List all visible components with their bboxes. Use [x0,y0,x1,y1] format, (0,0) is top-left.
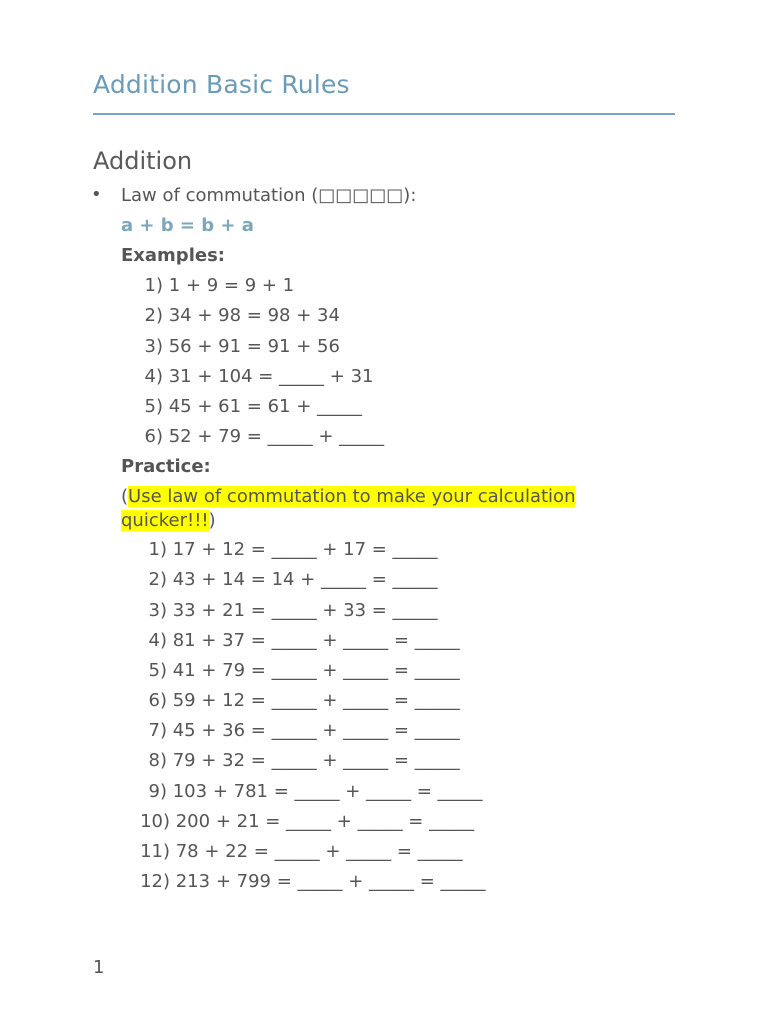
example-number: 1) [144,275,163,296]
page-number: 1 [93,957,105,978]
example-item [121,304,340,328]
practice-item [121,689,460,713]
example-item [121,335,340,359]
practice-item [121,659,460,683]
title-underline [93,113,675,115]
practice-number: 9) [148,781,167,802]
practice-item [121,810,474,834]
practice-number: 12) [140,871,170,892]
practice-number: 8) [148,750,167,771]
practice-text: 45 + 36 = _____ + _____ = _____ [172,720,460,741]
practice-note [121,485,641,533]
practice-note-highlight: Use law of commutation to make your calculation quicker!!! [121,486,576,531]
practice-item [121,870,486,894]
practice-item [121,719,460,743]
examples-label: Examples: [121,245,225,266]
commutation-formula: a + b = b + a [121,215,254,236]
practice-number: 6) [148,690,167,711]
practice-item [121,629,460,653]
example-item [121,365,373,389]
practice-note-open: ( [121,486,129,507]
example-text: 56 + 91 = 91 + 56 [168,336,340,357]
practice-number: 2) [148,569,167,590]
practice-item [121,840,463,864]
practice-item [121,780,483,804]
practice-text: 17 + 12 = _____ + 17 = _____ [172,539,438,560]
practice-text: 78 + 22 = _____ + _____ = _____ [175,841,463,862]
practice-text: 59 + 12 = _____ + _____ = _____ [172,690,460,711]
practice-text: 41 + 79 = _____ + _____ = _____ [172,660,460,681]
section-heading: Addition [93,147,193,175]
example-text: 52 + 79 = _____ + _____ [168,426,385,447]
practice-text: 213 + 799 = _____ + _____ = _____ [175,871,486,892]
practice-number: 10) [140,811,170,832]
practice-text: 33 + 21 = _____ + 33 = _____ [172,600,438,621]
practice-text: 103 + 781 = _____ + _____ = _____ [172,781,483,802]
practice-item [121,599,438,623]
example-text: 31 + 104 = _____ + 31 [168,366,374,387]
practice-number: 5) [148,660,167,681]
law-label: Law of commutation (□□□□□): [121,185,417,206]
example-number: 5) [144,396,163,417]
practice-text: 200 + 21 = _____ + _____ = _____ [175,811,475,832]
example-item [121,425,384,449]
example-number: 6) [144,426,163,447]
practice-number: 1) [148,539,167,560]
example-text: 1 + 9 = 9 + 1 [168,275,295,296]
practice-number: 11) [140,841,170,862]
example-text: 45 + 61 = 61 + _____ [168,396,363,417]
example-number: 2) [144,305,163,326]
practice-label: Practice: [121,456,211,477]
practice-text: 81 + 37 = _____ + _____ = _____ [172,630,460,651]
practice-note-close: ) [208,510,216,531]
bullet-marker: • [91,184,102,205]
example-item [121,274,294,298]
practice-number: 4) [148,630,167,651]
example-number: 3) [144,336,163,357]
practice-text: 79 + 32 = _____ + _____ = _____ [172,750,460,771]
practice-item [121,749,460,773]
practice-item [121,538,438,562]
practice-number: 7) [148,720,167,741]
practice-text: 43 + 14 = 14 + _____ = _____ [172,569,438,590]
example-item [121,395,362,419]
practice-item [121,568,438,592]
example-number: 4) [144,366,163,387]
page-title: Addition Basic Rules [93,70,350,99]
practice-number: 3) [148,600,167,621]
example-text: 34 + 98 = 98 + 34 [168,305,340,326]
